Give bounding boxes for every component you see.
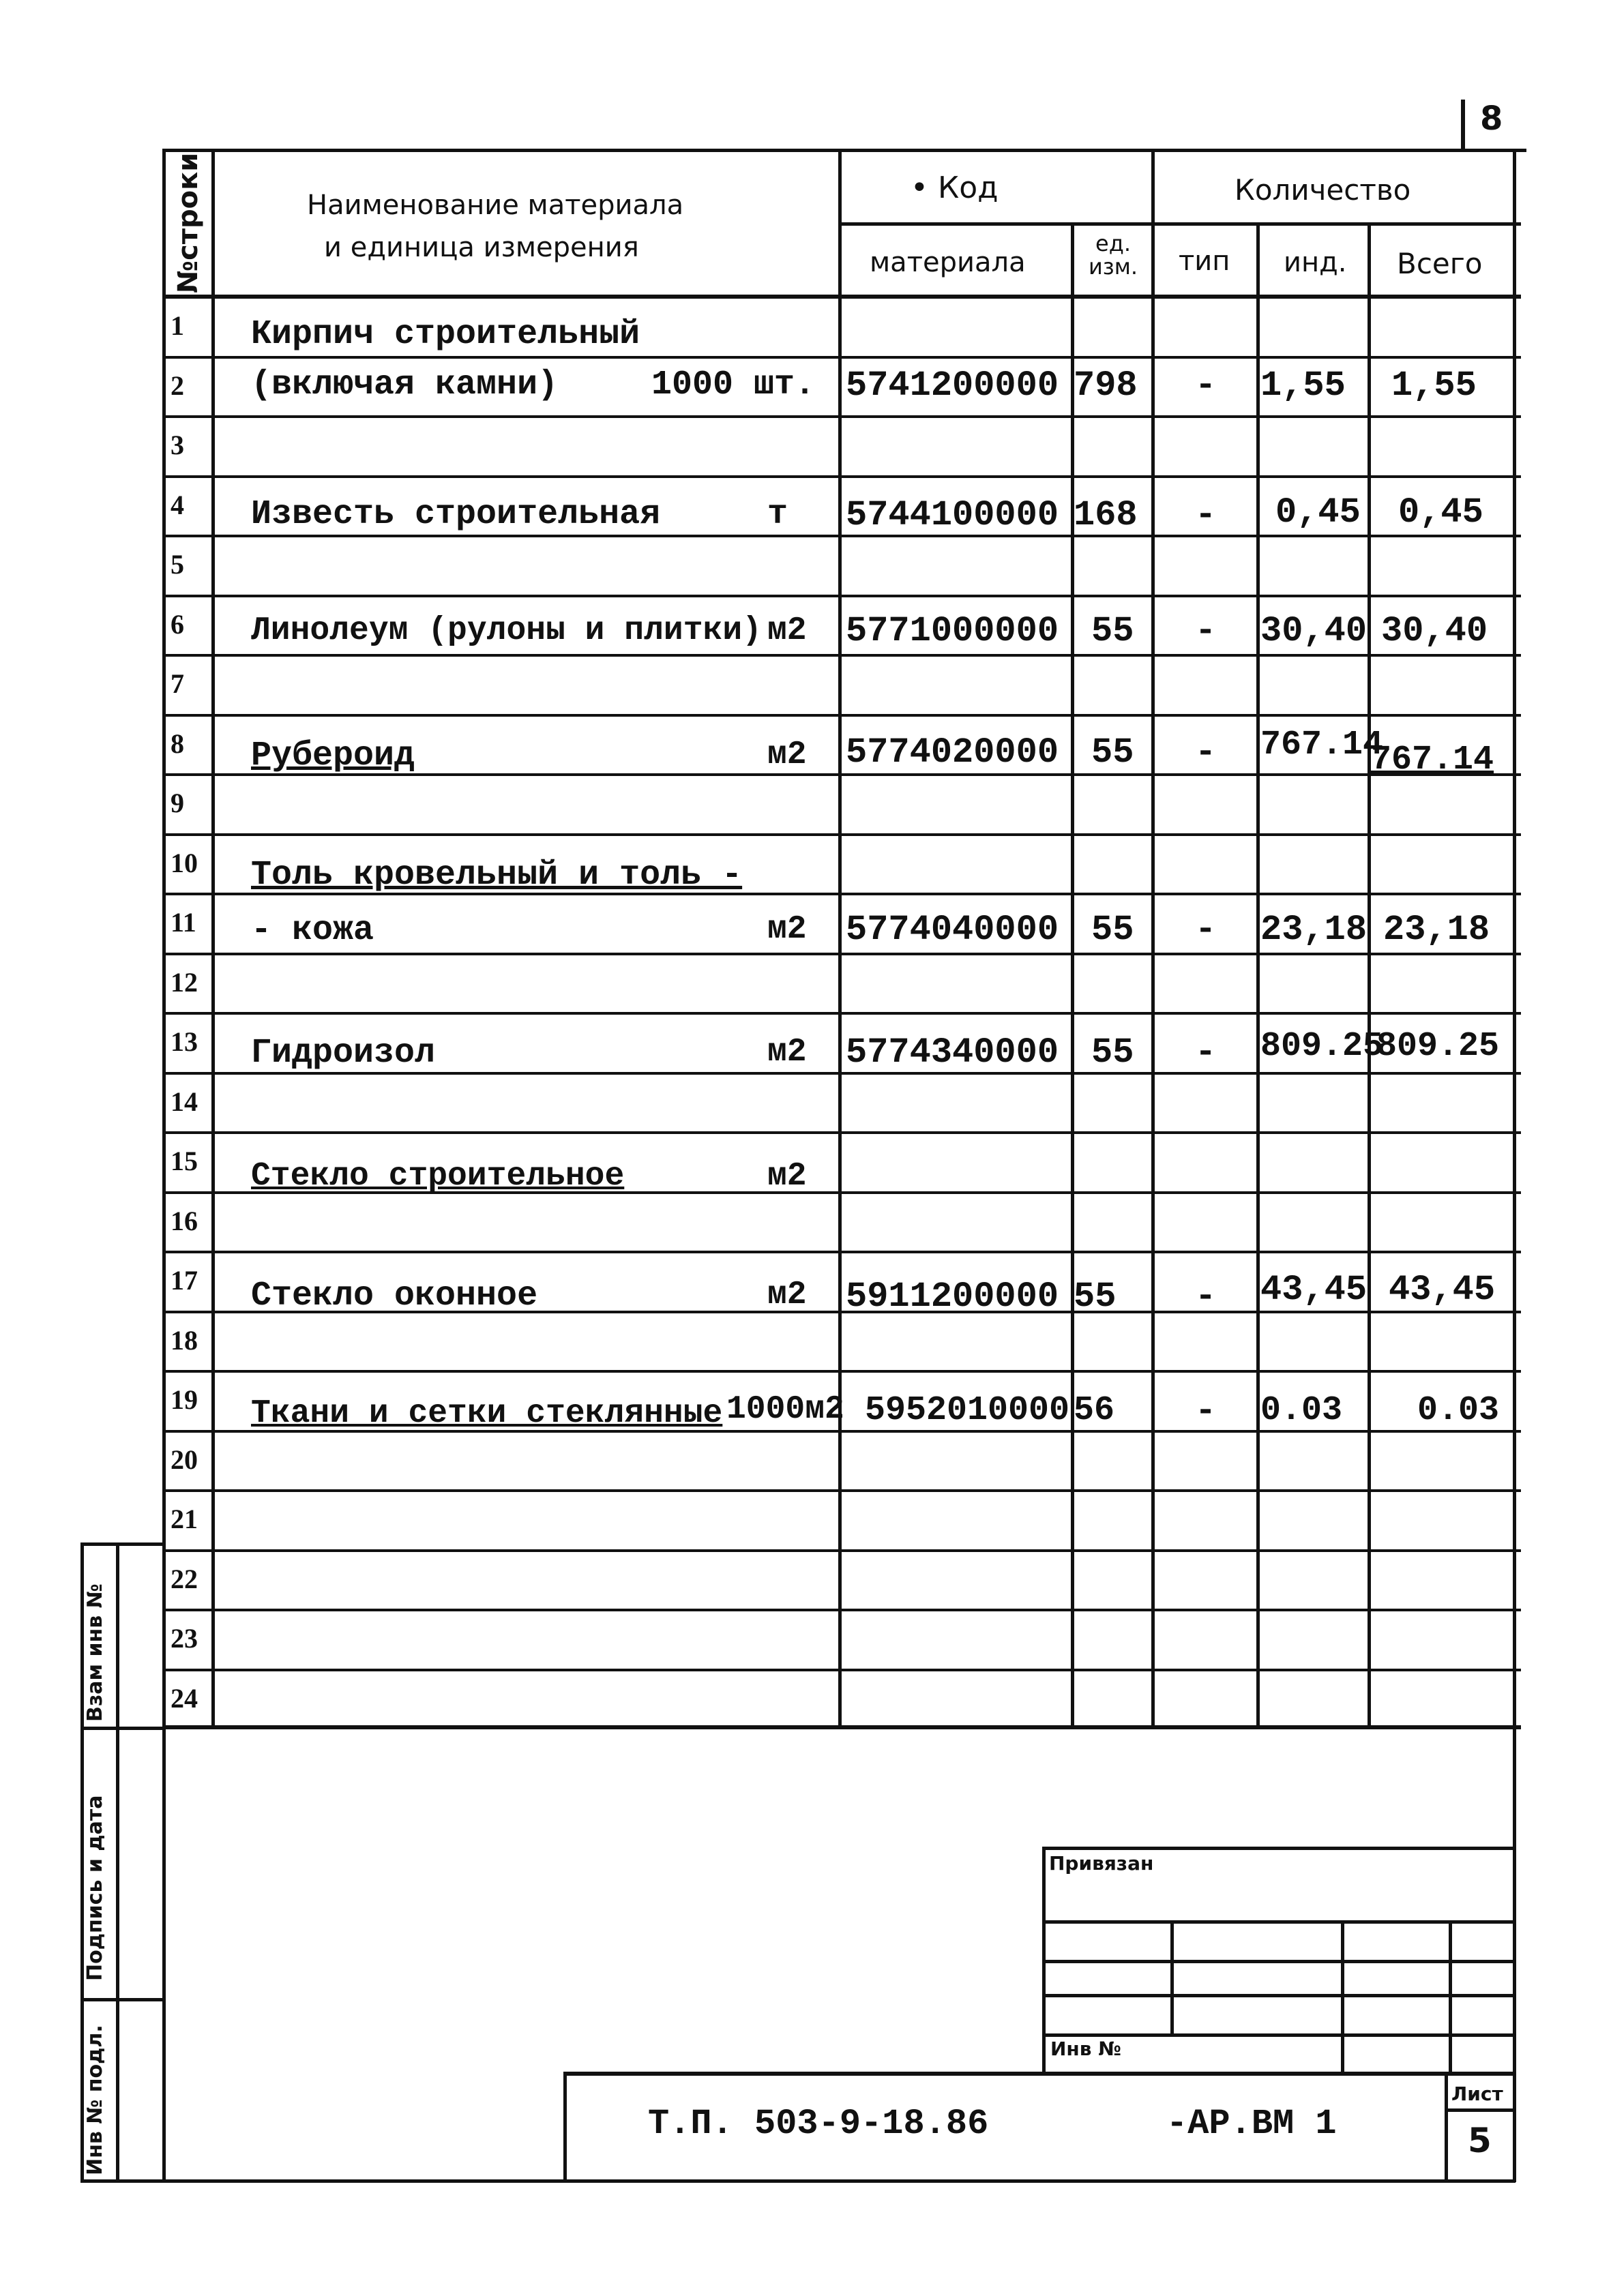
item-type: - [1195, 732, 1217, 773]
row-number: 24 [171, 1683, 198, 1714]
row-number: 15 [171, 1146, 198, 1176]
page-bottom-border [80, 2179, 1516, 2183]
header-bottom-border [164, 295, 1521, 299]
item-name: Ткани и сетки стеклянные [251, 1395, 723, 1432]
header-code-material: материала [870, 247, 1026, 278]
item-unit: м2 [767, 1277, 807, 1313]
item-name: Известь строительная [251, 495, 661, 534]
row-number: 21 [171, 1504, 198, 1534]
row-number: 11 [171, 907, 196, 938]
table-top-border [164, 149, 1521, 152]
item-unit: м2 [767, 612, 807, 649]
item-unit: 1000 шт. [651, 366, 816, 404]
row-number: 20 [171, 1444, 198, 1475]
title-block-left [563, 2072, 567, 2181]
item-type: - [1195, 910, 1217, 950]
stamp-top [1044, 1847, 1516, 1850]
row-number: 23 [171, 1623, 198, 1654]
stamp-line-2 [1044, 1960, 1516, 1963]
item-ind: 30,40 [1260, 611, 1368, 651]
row-divider [164, 595, 1521, 597]
item-ind: 43,45 [1260, 1270, 1368, 1310]
row-divider [164, 1131, 1521, 1134]
row-divider [164, 356, 1521, 359]
col-div-unitcode [1151, 149, 1155, 1728]
header-qty-type: тип [1179, 245, 1230, 277]
item-name: Гидроизол [251, 1034, 436, 1073]
item-code: 5774020000 [846, 732, 1059, 773]
item-unit: м2 [767, 1034, 807, 1071]
row-number: 14 [171, 1086, 198, 1117]
row-divider [164, 415, 1521, 418]
row-divider [164, 1669, 1521, 1671]
item-total: 0.03 [1417, 1391, 1500, 1430]
row-divider [164, 1251, 1521, 1253]
corner-sheet-number: 8 [1480, 100, 1503, 138]
item-code: 5774340000 [846, 1032, 1059, 1073]
item-ind: 0,45 [1275, 492, 1361, 533]
item-name: Стекло строительное [251, 1158, 625, 1195]
row-number: 10 [171, 848, 198, 878]
item-code: 5911200000 [846, 1277, 1059, 1317]
item-total: 0,45 [1398, 492, 1483, 533]
side-stamp-divider [116, 1542, 119, 2182]
item-unit: м2 [767, 736, 807, 773]
sheet-label: Лист [1451, 2083, 1503, 2105]
col-div-type [1256, 222, 1260, 1728]
left-border [162, 149, 166, 2182]
stamp-line-1 [1044, 1920, 1516, 1924]
row-number: 1 [171, 310, 184, 341]
row-number: 5 [171, 549, 184, 580]
item-ind: 767.14 [1260, 726, 1384, 764]
row-divider [164, 1370, 1521, 1373]
header-code-text: Код [937, 170, 999, 205]
stamp-line-4 [1044, 2033, 1516, 2037]
item-unit-code: 55 [1091, 611, 1134, 651]
item-total: 767.14 [1371, 741, 1494, 779]
row-divider [164, 1012, 1521, 1015]
item-code: 5774040000 [846, 910, 1059, 950]
right-border [1513, 149, 1516, 2182]
item-unit: т [767, 495, 788, 534]
stamp-line-3 [1044, 1994, 1516, 1997]
row-divider [164, 475, 1521, 478]
row-divider [164, 1489, 1521, 1492]
item-code: 5771000000 [846, 611, 1059, 651]
header-row-number: №строки [173, 152, 204, 293]
side-stamp-line1 [80, 1727, 164, 1730]
row-number: 2 [171, 370, 184, 401]
row-number: 6 [171, 609, 184, 640]
item-total: 1,55 [1391, 366, 1477, 406]
row-number: 4 [171, 490, 184, 520]
item-type: - [1195, 1277, 1217, 1317]
table-bottom-border [164, 1725, 1521, 1729]
item-name-cont: - кожа [251, 911, 374, 950]
title-block-sheet-line [1445, 2108, 1516, 2112]
item-total: 23,18 [1383, 910, 1490, 950]
title-block-top [566, 2072, 1516, 2076]
item-total: 809.25 [1376, 1027, 1500, 1066]
header-material-line2: и единица измерения [324, 232, 639, 263]
row-number: 18 [171, 1325, 198, 1356]
row-divider [164, 1609, 1521, 1611]
header-material-line1: Наименование материала [307, 190, 684, 221]
side-stamp-line2 [80, 1998, 164, 2001]
header-code: • Код [911, 170, 999, 205]
stamp-col-3 [1449, 1920, 1452, 2073]
row-divider [164, 953, 1521, 955]
item-type: - [1195, 1391, 1217, 1431]
stamp-inv-no: Инв № [1050, 2038, 1121, 2060]
row-number: 8 [171, 728, 184, 759]
header-qty-ind: инд. [1284, 247, 1347, 278]
col-div-rownum [211, 149, 215, 1728]
sheet-number: 5 [1468, 2121, 1492, 2160]
item-ind: 1,55 [1260, 366, 1346, 406]
item-type: - [1195, 495, 1217, 535]
item-unit-code: 56 [1074, 1391, 1115, 1430]
stamp-col-2 [1341, 1920, 1344, 2073]
item-unit-code: 55 [1091, 732, 1134, 773]
item-name: Линолеум (рулоны и плитки) [251, 612, 762, 649]
row-divider [164, 654, 1521, 657]
doc-suffix: -АР.ВМ 1 [1166, 2104, 1337, 2144]
item-name: Кирпич строительный [251, 315, 640, 354]
item-total: 43,45 [1389, 1270, 1496, 1310]
item-name: Рубероид [251, 736, 415, 775]
item-code: 5952010000 [865, 1391, 1070, 1430]
item-code: 5741200000 [846, 366, 1059, 406]
row-number: 3 [171, 430, 184, 460]
header-quantity: Количество [1235, 173, 1411, 207]
row-number: 12 [171, 967, 198, 998]
stamp-privyazan: Привязан [1049, 1852, 1154, 1875]
item-name: Толь кровельный и толь - [251, 856, 743, 895]
item-unit-code: 168 [1074, 495, 1138, 535]
row-number: 22 [171, 1564, 198, 1594]
item-type: - [1195, 1032, 1217, 1073]
item-ind: 0.03 [1260, 1391, 1343, 1430]
item-total: 30,40 [1381, 611, 1488, 651]
corner-mark [1461, 100, 1465, 149]
row-number: 17 [171, 1265, 198, 1296]
side-label-signature-date: Подпись и дата [83, 1795, 107, 1981]
item-unit: 1000м2 [726, 1391, 844, 1428]
row-divider [164, 1549, 1521, 1552]
col-div-name [838, 149, 842, 1728]
item-unit: м2 [767, 1158, 807, 1195]
doc-code: Т.П. 503-9-18.86 [648, 2104, 989, 2144]
item-type: - [1195, 611, 1217, 651]
item-name-cont: (включая камни) [251, 366, 559, 404]
side-label-replaced-inv: Взам инв № [83, 1583, 107, 1722]
item-type: - [1195, 366, 1217, 406]
row-number: 9 [171, 788, 184, 818]
stamp-col-1 [1170, 1920, 1174, 2033]
subheader-divider [840, 222, 1521, 226]
row-number: 7 [171, 668, 184, 699]
header-unit-code: ед. изм. [1088, 230, 1138, 280]
item-unit-code: 55 [1074, 1277, 1117, 1317]
row-divider [164, 535, 1521, 537]
header-qty-total: Всего [1397, 247, 1483, 280]
side-stamp-top [80, 1542, 164, 1546]
col-div-ind [1368, 222, 1371, 1728]
item-ind: 809.25 [1260, 1027, 1384, 1066]
row-number: 19 [171, 1384, 198, 1415]
item-unit: м2 [767, 911, 807, 948]
item-unit-code: 798 [1074, 366, 1138, 406]
item-ind: 23,18 [1260, 910, 1368, 950]
side-label-inv-no-orig: Инв № подл. [83, 2025, 107, 2175]
row-divider [164, 714, 1521, 717]
item-unit-code: 55 [1091, 910, 1134, 950]
item-unit-code: 55 [1091, 1032, 1134, 1073]
col-div-code [1071, 222, 1074, 1728]
row-divider [164, 833, 1521, 836]
item-name: Стекло оконное [251, 1277, 538, 1315]
row-number: 13 [171, 1026, 198, 1057]
title-block-sheet-divider [1445, 2072, 1448, 2181]
item-code: 5744100000 [846, 495, 1059, 535]
row-number: 16 [171, 1206, 198, 1236]
